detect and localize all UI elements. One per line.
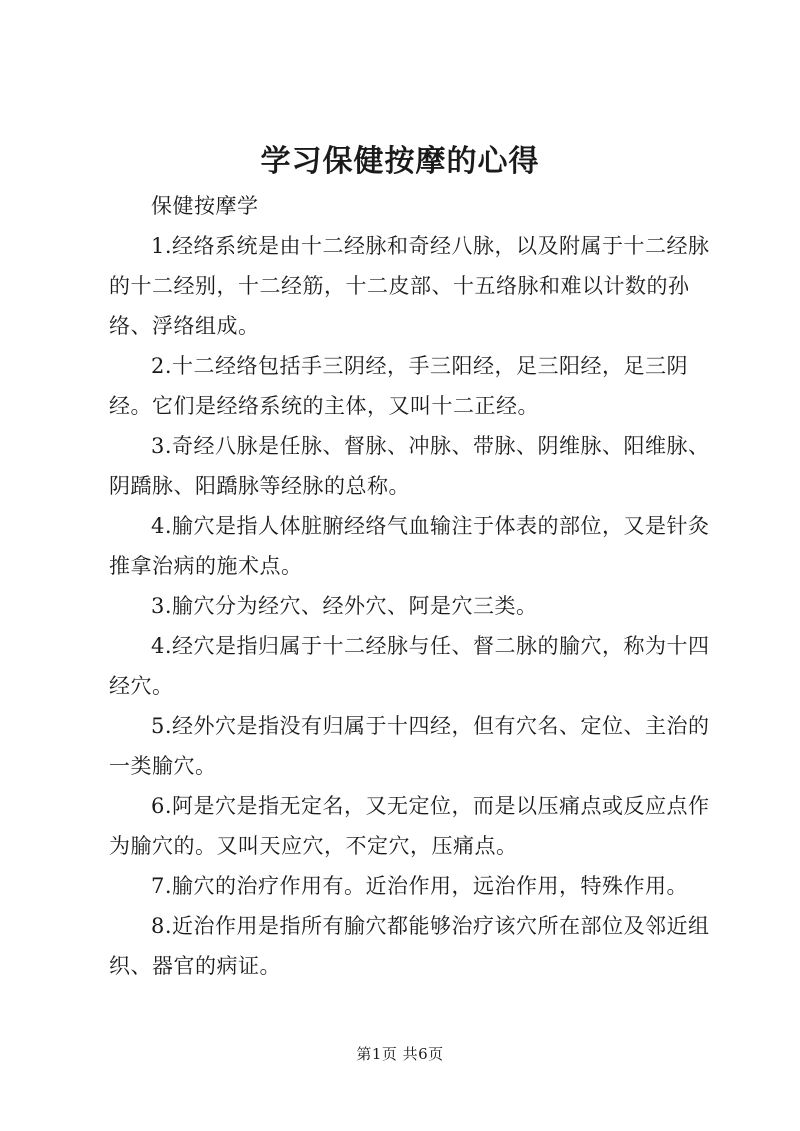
paragraph: 6.阿是穴是指无定名，又无定位，而是以压痛点或反应点作为腧穴的。又叫天应穴，不定穴，压痛点。 bbox=[109, 794, 710, 858]
paragraph: 8.近治作用是指所有腧穴都能够治疗该穴所在部位及邻近组织、器官的病证。 bbox=[109, 914, 710, 978]
paragraph-subtitle: 保健按摩学 bbox=[151, 194, 259, 218]
document-body bbox=[109, 186, 711, 986]
paragraph: 5.经外穴是指没有归属于十四经，但有穴名、定位、主治的一类腧穴。 bbox=[109, 714, 710, 778]
paragraph: 7.腧穴的治疗作用有。近治作用，远治作用，特殊作用。 bbox=[151, 874, 689, 898]
page-footer: 第1页 共6页 bbox=[356, 1045, 444, 1063]
document-title: 学习保健按摩的心得 bbox=[260, 144, 540, 179]
paragraph: 4.经穴是指归属于十二经脉与任、督二脉的腧穴，称为十四经穴。 bbox=[109, 634, 710, 698]
paragraph: 4.腧穴是指人体脏腑经络气血输注于体表的部位，又是针灸推拿治病的施术点。 bbox=[109, 514, 710, 578]
paragraph: 2.十二经络包括手三阴经，手三阳经，足三阳经，足三阴经。它们是经络系统的主体，又叫十二正经。 bbox=[109, 354, 689, 418]
paragraph: 1.经络系统是由十二经脉和奇经八脉，以及附属于十二经脉的十二经别，十二经筋，十二皮部、十五络脉和难以计数的孙络、浮络组成。 bbox=[109, 234, 710, 338]
paragraph: 3.奇经八脉是任脉、督脉、冲脉、带脉、阴维脉、阳维脉、阴蹻脉、阳蹻脉等经脉的总称。 bbox=[109, 434, 710, 498]
paragraph: 3.腧穴分为经穴、经外穴、阿是穴三类。 bbox=[151, 594, 538, 618]
